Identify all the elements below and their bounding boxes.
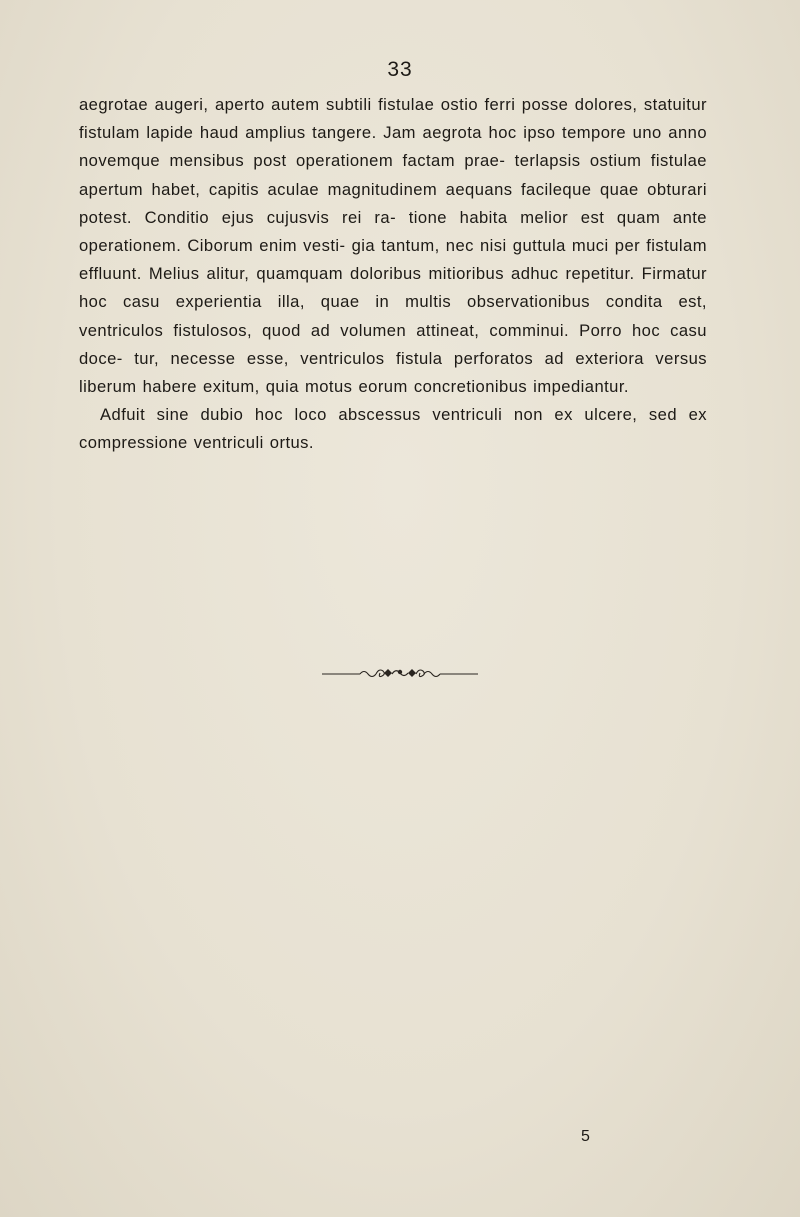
ornament-icon — [320, 666, 480, 680]
signature-mark: 5 — [581, 1128, 590, 1145]
body-text — [79, 91, 707, 458]
page-number: 33 — [387, 58, 413, 81]
paragraph-1: aegrotae augeri, aperto autem subtili fistulae ostio ferri posse dolores, statuitur fistulam lapide haud amplius tangere. Jam aegrota hoc ipso tempore uno anno novemque mensibus post operationem factam prae- terlapsis ostium fistulae apertum habet, capitis aculae magnitudinem aequans facileque quae obturari potest. Conditio ejus cujusvis rei ra- tione habita melior est quam ante operationem. Ciborum enim vesti- gia tantum, nec nisi guttula muci per fistulam effluunt. Melius alitur, quamquam doloribus mitioribus adhuc repetitur. Firmatur hoc casu experientia illa, quae in multis observationibus condita est, ventriculos fistulosos, quod ad volumen attineat, comminui. Porro hoc casu doce- tur, necesse esse, ventriculos fistula perforatos ad exteriora versus liberum habere exitum, quia motus eorum concretionibus impediantur. — [79, 95, 707, 397]
paragraph-2: Adfuit sine dubio hoc loco abscessus ventriculi non ex ulcere, sed ex compressione ventriculi ortus. — [79, 405, 707, 453]
decorative-rule-ornament — [0, 666, 800, 685]
